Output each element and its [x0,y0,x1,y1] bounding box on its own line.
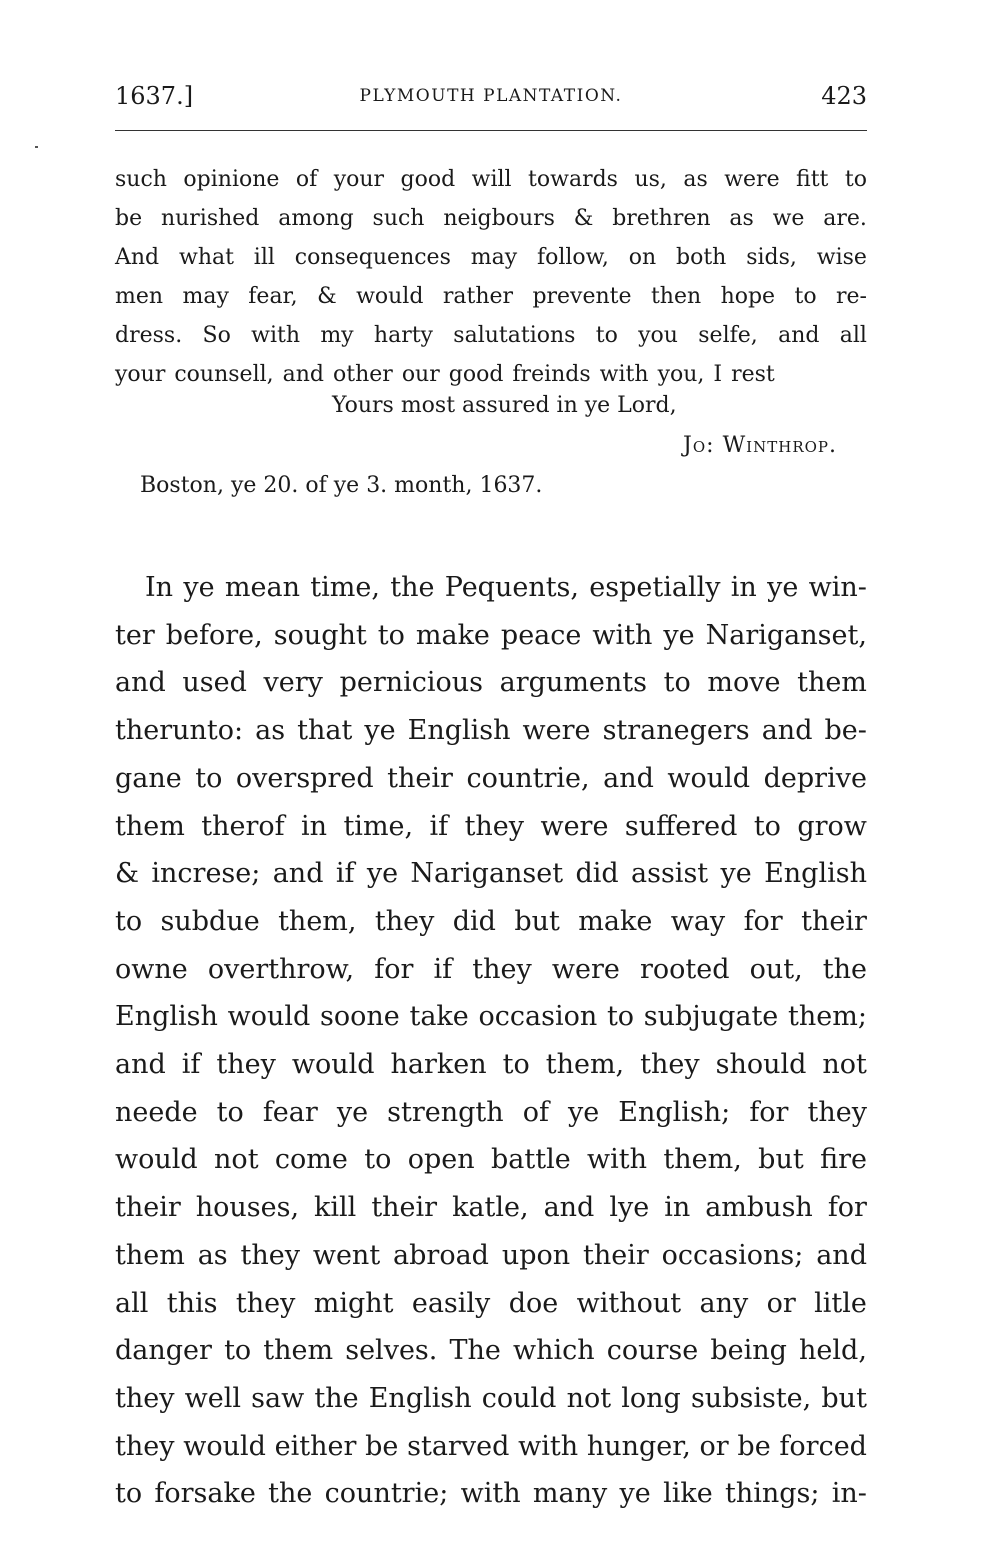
body-text [115,564,867,1518]
body-line: would not come to open battle with them, but fire [115,1144,867,1176]
body-line: owne overthrow, for if they were rooted out, the [115,953,867,985]
body-line: them as they went abroad upon their occasions; and [115,1239,867,1271]
letter-dateline: Boston, ye 20. of ye 3. month, 1637. [140,473,543,498]
body-line: them therof in time, if they were suffered to grow [115,810,867,842]
letter-signature: Jo: Winthrop. [683,433,837,458]
body-line: neede to fear ye strength of ye English; for they [115,1096,867,1128]
body-line: English would soone take occasion to subjugate them; [115,1001,867,1033]
header-year: 1637.] [115,82,194,110]
letter-line: such opinione of your good will towards us, as were fitt to [115,167,867,192]
body-line: to subdue them, they did but make way for their [115,905,867,937]
letter-line: your counsell, and other our good freinds with you, I rest [115,362,775,387]
page-number: 423 [821,82,867,110]
letter-line: be nurished among such neigbours & brethren as we are. [115,206,867,231]
body-line: danger to them selves. The which course being held, [115,1335,867,1367]
body-line: to forsake the countrie; with many ye like things; in- [115,1478,867,1510]
stray-ink-mark [35,146,38,148]
letter-line: men may fear, & would rather prevente then hope to re- [115,284,867,309]
header-title: PLYMOUTH PLANTATION. [359,86,623,106]
body-line: they would either be starved with hunger, or be forced [115,1430,867,1462]
body-line: ter before, sought to make peace with ye Nariganset, [115,619,867,651]
body-line: & increse; and if ye Nariganset did assist ye English [115,858,867,890]
letter-line: And what ill consequences may follow, on both sids, wise [115,245,867,270]
letter-line: dress. So with my harty salutations to you selfe, and all [115,323,867,348]
body-line: In ye mean time, the Pequents, espetially in ye win- [145,572,867,603]
body-line: they well saw the English could not long subsiste, but [115,1382,867,1414]
running-header [115,82,867,114]
body-line: and used very pernicious arguments to move them [115,667,867,699]
body-line: their houses, kill their katle, and lye in ambush for [115,1192,867,1224]
header-rule [115,130,867,131]
body-line: gane to overspred their countrie, and would deprive [115,762,867,794]
letter-text [115,160,867,394]
body-line: and if they would harken to them, they should not [115,1049,867,1081]
letter-closing: Yours most assured in ye Lord, [332,393,677,418]
body-line: all this they might easily doe without any or litle [115,1287,867,1319]
body-line: therunto: as that ye English were stranegers and be- [115,715,867,747]
